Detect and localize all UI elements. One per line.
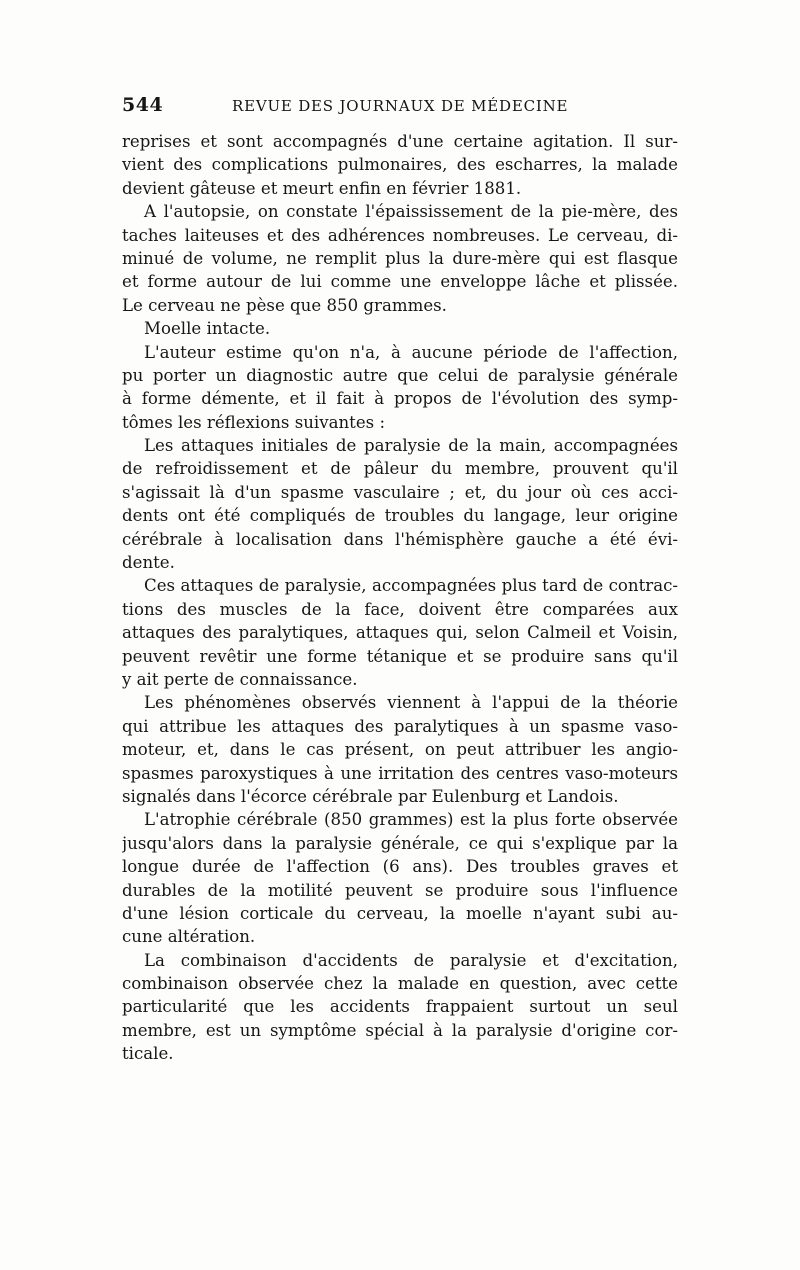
- text-line: tômes les réflexions suivantes :: [122, 412, 386, 432]
- text-line: pu porter un diagnostic autre que celui de paralysie générale: [122, 365, 678, 385]
- text-line: s'agissait là d'un spasme vasculaire ; et, du jour où ces acci-: [122, 482, 678, 502]
- text-line: d'une lésion corticale du cerveau, la moelle n'ayant subi au-: [122, 903, 678, 923]
- text-line: jusqu'alors dans la paralysie générale, ce qui s'explique par la: [122, 833, 678, 853]
- text-line: Moelle intacte.: [144, 319, 271, 339]
- text-line: spasmes paroxystiques à une irritation des centres vaso-moteurs: [122, 763, 678, 783]
- page-number: 544: [122, 94, 164, 116]
- text-line: y ait perte de connaissance.: [122, 669, 358, 689]
- text-line: minué de volume, ne remplit plus la dure-mère qui est flasque: [122, 248, 678, 268]
- text-line: peuvent revêtir une forme tétanique et se produire sans qu'il: [122, 646, 678, 666]
- text-line: qui attribue les attaques des paralytiques à un spasme vaso-: [122, 716, 678, 736]
- text-line: membre, est un symptôme spécial à la paralysie d'origine cor-: [122, 1020, 678, 1040]
- text-line: taches laiteuses et des adhérences nombreuses. Le cerveau, di-: [122, 225, 678, 245]
- text-line: particularité que les accidents frappaient surtout un seul: [122, 997, 678, 1017]
- text-line: Les phénomènes observés viennent à l'appui de la théorie: [144, 693, 678, 713]
- text-line: A l'autopsie, on constate l'épaississement de la pie-mère, des: [144, 202, 678, 222]
- text-line: La combinaison d'accidents de paralysie et d'excitation,: [144, 950, 678, 970]
- text-line: durables de la motilité peuvent se produire sous l'influence: [122, 880, 678, 900]
- text-line: dente.: [122, 553, 175, 573]
- body-text: [122, 130, 678, 1066]
- text-line: signalés dans l'écorce cérébrale par Eulenburg et Landois.: [122, 786, 619, 806]
- text-line: cune altération.: [122, 927, 256, 947]
- text-line: L'atrophie cérébrale (850 grammes) est la plus forte observée: [144, 810, 678, 830]
- text-line: L'auteur estime qu'on n'a, à aucune période de l'affection,: [144, 342, 678, 362]
- text-line: reprises et sont accompagnés d'une certaine agitation. Il sur-: [122, 132, 678, 151]
- text-line: ticale.: [122, 1044, 174, 1064]
- text-line: Ces attaques de paralysie, accompagnées plus tard de contrac-: [144, 576, 678, 596]
- text-line: à forme démente, et il fait à propos de l'évolution des symp-: [122, 389, 678, 409]
- text-line: devient gâteuse et meurt enfin en février 1881.: [122, 178, 522, 198]
- text-line: Le cerveau ne pèse que 850 grammes.: [122, 295, 447, 315]
- text-line: de refroidissement et de pâleur du membre, prouvent qu'il: [122, 459, 678, 479]
- text-line: et forme autour de lui comme une enveloppe lâche et plissée.: [122, 272, 678, 292]
- text-line: attaques des paralytiques, attaques qui, selon Calmeil et Voisin,: [122, 623, 678, 643]
- text-line: combinaison observée chez la malade en question, avec cette: [122, 974, 678, 994]
- text-line: cérébrale à localisation dans l'hémisphère gauche a été évi-: [122, 529, 678, 549]
- text-line: moteur, et, dans le cas présent, on peut attribuer les angio-: [122, 740, 678, 760]
- text-line: longue durée de l'affection (6 ans). Des troubles graves et: [122, 857, 678, 877]
- running-title: REVUE DES JOURNAUX DE MÉDECINE: [232, 97, 569, 115]
- text-line: tions des muscles de la face, doivent être comparées aux: [122, 599, 678, 619]
- text-line: dents ont été compliqués de troubles du langage, leur origine: [122, 506, 678, 526]
- text-line: Les attaques initiales de paralysie de la main, accompagnées: [144, 436, 678, 456]
- text-line: vient des complications pulmonaires, des escharres, la malade: [122, 155, 678, 175]
- page-header: [122, 94, 678, 122]
